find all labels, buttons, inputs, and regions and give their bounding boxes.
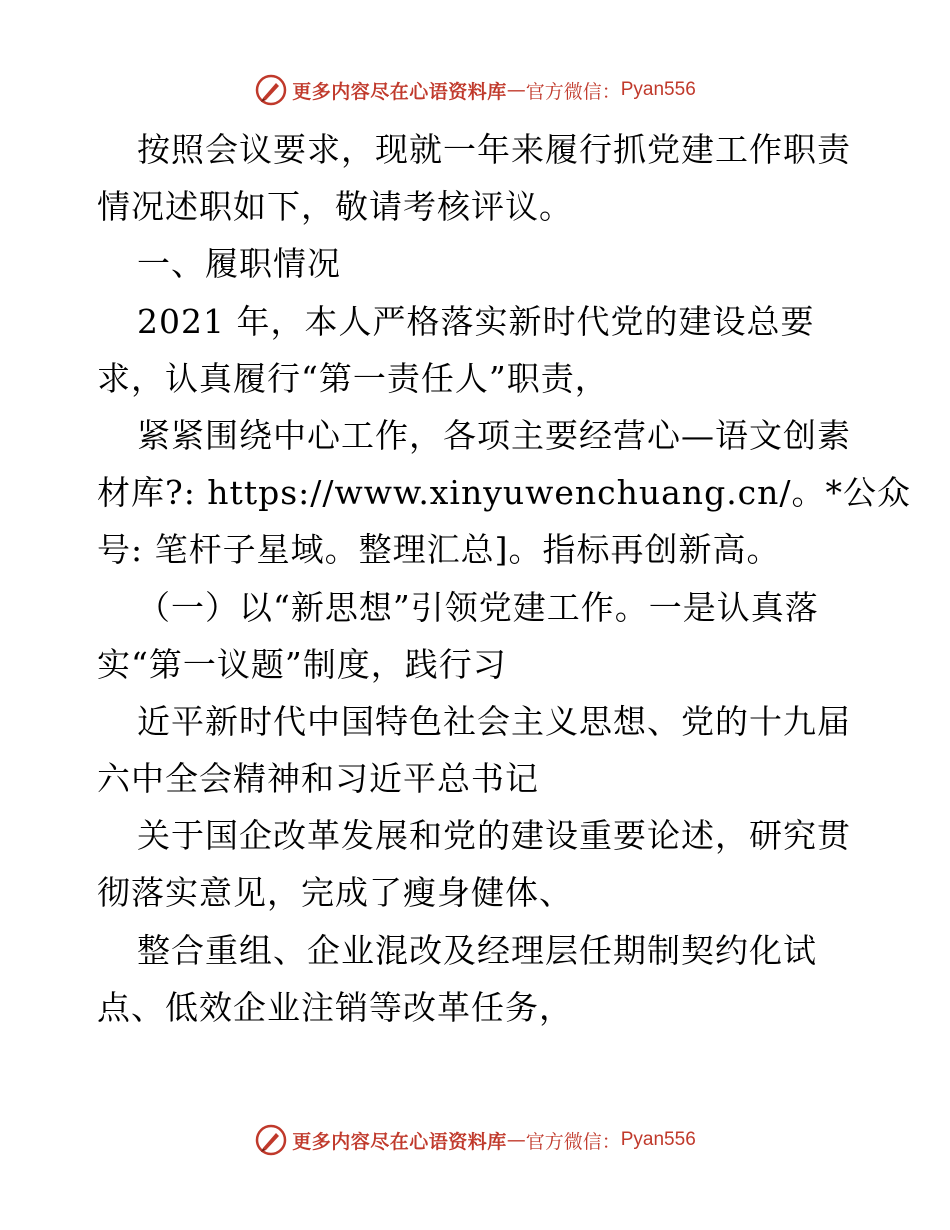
watermark-wechat-id: Pyan556 — [620, 1129, 696, 1150]
watermark-brand: 更多内容尽在心语资料库 — [292, 80, 507, 103]
text-line: 号: 笔杆子星域。整理汇总]。指标再创新高。 — [97, 530, 781, 570]
watermark-label: 官方微信： — [525, 80, 621, 103]
text-line: 材库?: https://www.xinyuwenchuang.cn/。*公众 — [97, 473, 912, 513]
text-line: 按照会议要求，现就一年来履行抓党建工作职责 — [137, 130, 851, 169]
text-line: 近平新时代中国特色社会主义思想、党的十九届 — [137, 701, 851, 741]
watermark-brand: 更多内容尽在心语资料库 — [292, 1130, 507, 1153]
pen-logo-icon — [254, 1123, 288, 1157]
watermark-label: 官方微信： — [525, 1130, 621, 1153]
paragraph — [97, 579, 857, 693]
paragraph — [97, 922, 857, 1036]
text-line: （一）以“新思想”引领党建工作。一是认真落 — [137, 587, 819, 627]
text-line: 紧紧围绕中心工作，各项主要经营心—语文创素 — [137, 415, 851, 455]
watermark-dash: — — [506, 1129, 526, 1151]
text-line: 求，认真履行“第一责任人”职责， — [97, 358, 609, 398]
text-line: 整合重组、企业混改及经理层任期制契约化试 — [137, 930, 817, 970]
paragraph — [97, 121, 857, 235]
watermark-banner-bottom — [0, 1122, 950, 1158]
text-line: 实“第一议题”制度，践行习 — [97, 644, 507, 684]
text-line: 彻落实意见，完成了瘦身健体、 — [97, 873, 573, 913]
text-line: 六中全会精神和习近平总书记 — [97, 759, 539, 799]
pen-logo-icon — [254, 73, 288, 107]
text-line: 关于国企改革发展和党的建设重要论述，研究贯 — [137, 816, 851, 856]
paragraph — [97, 693, 857, 807]
document-body — [97, 121, 912, 1036]
watermark-wechat-id: Pyan556 — [620, 79, 696, 100]
watermark-banner-top — [0, 72, 950, 108]
paragraph — [97, 407, 912, 579]
section-heading — [97, 235, 857, 292]
text-line: 2021 年，本人严格落实新时代党的建设总要 — [137, 301, 815, 341]
paragraph — [97, 807, 857, 921]
paragraph — [97, 293, 857, 407]
text-line: 情况述职如下，敬请考核评议。 — [97, 187, 573, 227]
text-line: 点、低效企业注销等改革任务， — [97, 987, 573, 1027]
watermark-dash: — — [506, 79, 526, 101]
text-line: 一、履职情况 — [137, 244, 341, 284]
